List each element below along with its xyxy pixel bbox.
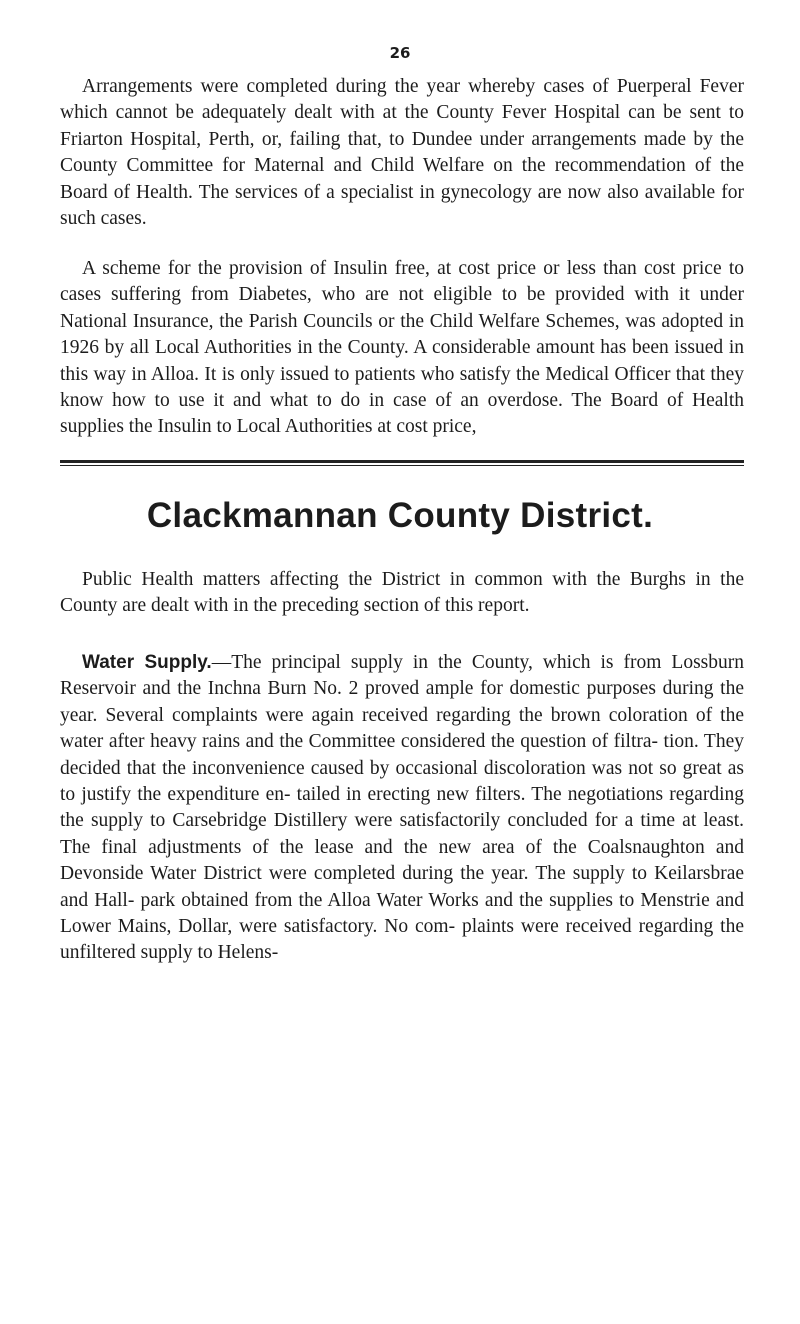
intro-paragraph-block — [60, 567, 744, 620]
puerperal-fever-paragraph-block — [60, 74, 744, 232]
insulin-paragraph-block — [60, 256, 744, 441]
intro-paragraph: Public Health matters affecting the District in common with the Burghs in the County are dealt with in the preceding section of this report. — [60, 569, 744, 617]
section-heading: Clackmannan County District. — [146, 496, 654, 535]
water-supply-paragraph-block — [60, 650, 744, 967]
water-supply-label: Water Supply. — [82, 652, 212, 673]
water-supply-text: —The principal supply in the County, which is from Lossburn Reservoir and the Inchna Burn No. 2 proved ample for domestic purposes during the year. Several complaints were again received regarding the brown coloration of the water after heavy rains and the Committee considered the question of filtra- tion. They decided that the inconvenience caused by occasional discoloration was not so great as to justify the expenditure en- tailed in erecting new filters. The negotiations regarding the supply to Carsebridge Distillery were satisfactorily concluded for a time at least. The final adjustments of the lease and the new area of the Coalsnaughton and Devonside Water District were completed during the year. The supply to Keilarsbrae and Hall- park obtained from the Alloa Water Works and the supplies to Menstrie and Lower Mains, Dollar, were satisfactory. No com- plaints were received regarding the unfiltered supply to Helens- — [60, 652, 744, 964]
insulin-paragraph: A scheme for the provision of Insulin free, at cost price or less than cost price to cases suffering from Diabetes, who are not eligible to be provided with it under National Insurance, the Parish Councils or the Child Welfare Schemes, was adopted in 1926 by all Local Authorities in the County. A considerable amount has been issued in this way in Alloa. It is only issued to patients who satisfy the Medical Officer that they know how to use it and what to do in case of an overdose. The Board of Health supplies the Insulin to Local Authorities at cost price, — [60, 258, 744, 438]
page-number: 26 — [389, 44, 411, 62]
puerperal-fever-paragraph: Arrangements were completed during the year whereby cases of Puerperal Fever which cannot be adequately dealt with at the County Fever Hospital can be sent to Friarton Hospital, Perth, or, failing that, to Dundee under arrangements made by the County Committee for Maternal and Child Welfare on the recommendation of the Board of Health. The services of a specialist in gynecology are now also available for such cases. — [60, 76, 744, 230]
section-divider — [60, 460, 744, 466]
water-supply-paragraph — [60, 650, 744, 967]
